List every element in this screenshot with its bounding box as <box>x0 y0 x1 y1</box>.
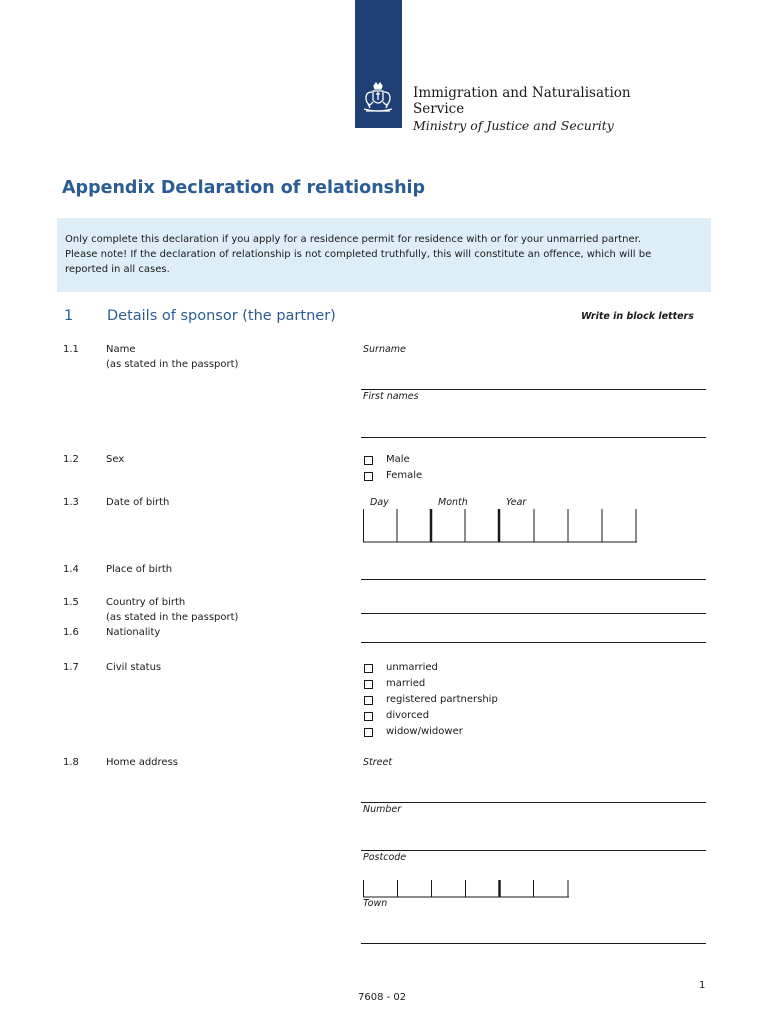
note-line-2: Please note! If the declaration of relationship is not completed truthfully, this will constitute an offence, which will be <box>65 249 652 260</box>
note-box <box>57 218 711 292</box>
field-label-name: Name <box>106 344 136 355</box>
first-names-input[interactable] <box>361 437 706 438</box>
male-checkbox[interactable] <box>364 456 373 465</box>
female-option-label: Female <box>386 470 423 481</box>
field-number-sex: 1.2 <box>63 454 79 465</box>
number-label: Number <box>363 804 402 815</box>
org-name-line2: Service <box>413 101 465 117</box>
widow-widower-option-label: widow/widower <box>386 726 463 737</box>
widow-widower-checkbox[interactable] <box>364 728 373 737</box>
nationality-input[interactable] <box>361 642 706 643</box>
section-title: Details of sponsor (the partner) <box>107 308 336 324</box>
unmarried-option-label: unmarried <box>386 662 438 673</box>
surname-input[interactable] <box>361 389 706 390</box>
field-label-home-address: Home address <box>106 757 178 768</box>
country-of-birth-input[interactable] <box>361 613 706 614</box>
field-label-sex: Sex <box>106 454 125 465</box>
field-number-country-of-birth: 1.5 <box>63 597 79 608</box>
note-line-1: Only complete this declaration if you apply for a residence permit for residence with or for your unmarried partner. <box>65 234 642 245</box>
divorced-checkbox[interactable] <box>364 712 373 721</box>
street-label: Street <box>363 757 393 768</box>
married-checkbox[interactable] <box>364 680 373 689</box>
field-number-dob: 1.3 <box>63 497 79 508</box>
block-letters-instruction: Write in block letters <box>581 311 694 322</box>
field-label-civil-status: Civil status <box>106 662 162 673</box>
female-checkbox[interactable] <box>364 472 373 481</box>
field-number-home-address: 1.8 <box>63 757 79 768</box>
form-code: 7608 - 02 <box>358 992 407 1003</box>
street-input[interactable] <box>361 802 706 803</box>
registered-partnership-option-label: registered partnership <box>386 694 498 705</box>
first-names-label: First names <box>363 391 419 402</box>
unmarried-checkbox[interactable] <box>364 664 373 673</box>
field-number-name: 1.1 <box>63 344 79 355</box>
page-title: Appendix Declaration of relationship <box>62 178 426 198</box>
date-of-birth-input[interactable] <box>362 509 640 544</box>
field-number-civil-status: 1.7 <box>63 662 79 673</box>
married-option-label: married <box>386 678 426 689</box>
note-line-3: reported in all cases. <box>65 264 170 275</box>
coat-of-arms-icon <box>357 80 399 122</box>
male-option-label: Male <box>386 454 410 465</box>
field-label-country-of-birth: Country of birth <box>106 597 186 608</box>
place-of-birth-input[interactable] <box>361 579 706 580</box>
field-label-place-of-birth: Place of birth <box>106 564 173 575</box>
dob-day-label: Day <box>370 497 389 508</box>
surname-label: Surname <box>363 344 406 355</box>
registered-partnership-checkbox[interactable] <box>364 696 373 705</box>
field-number-nationality: 1.6 <box>63 627 79 638</box>
town-input[interactable] <box>361 943 706 944</box>
field-label-dob: Date of birth <box>106 497 170 508</box>
house-number-input[interactable] <box>361 850 706 851</box>
section-number: 1 <box>64 308 74 324</box>
field-sublabel-name: (as stated in the passport) <box>106 359 239 370</box>
org-name-line1: Immigration and Naturalisation <box>413 85 631 101</box>
ministry-name: Ministry of Justice and Security <box>413 118 614 133</box>
field-label-nationality: Nationality <box>106 627 161 638</box>
divorced-option-label: divorced <box>386 710 430 721</box>
postcode-label: Postcode <box>363 852 407 863</box>
field-sublabel-country-of-birth: (as stated in the passport) <box>106 612 239 623</box>
field-number-place-of-birth: 1.4 <box>63 564 79 575</box>
town-label: Town <box>363 898 388 909</box>
dob-month-label: Month <box>438 497 468 508</box>
dob-year-label: Year <box>506 497 527 508</box>
page-number: 1 <box>699 980 706 991</box>
postcode-input[interactable] <box>362 879 572 899</box>
